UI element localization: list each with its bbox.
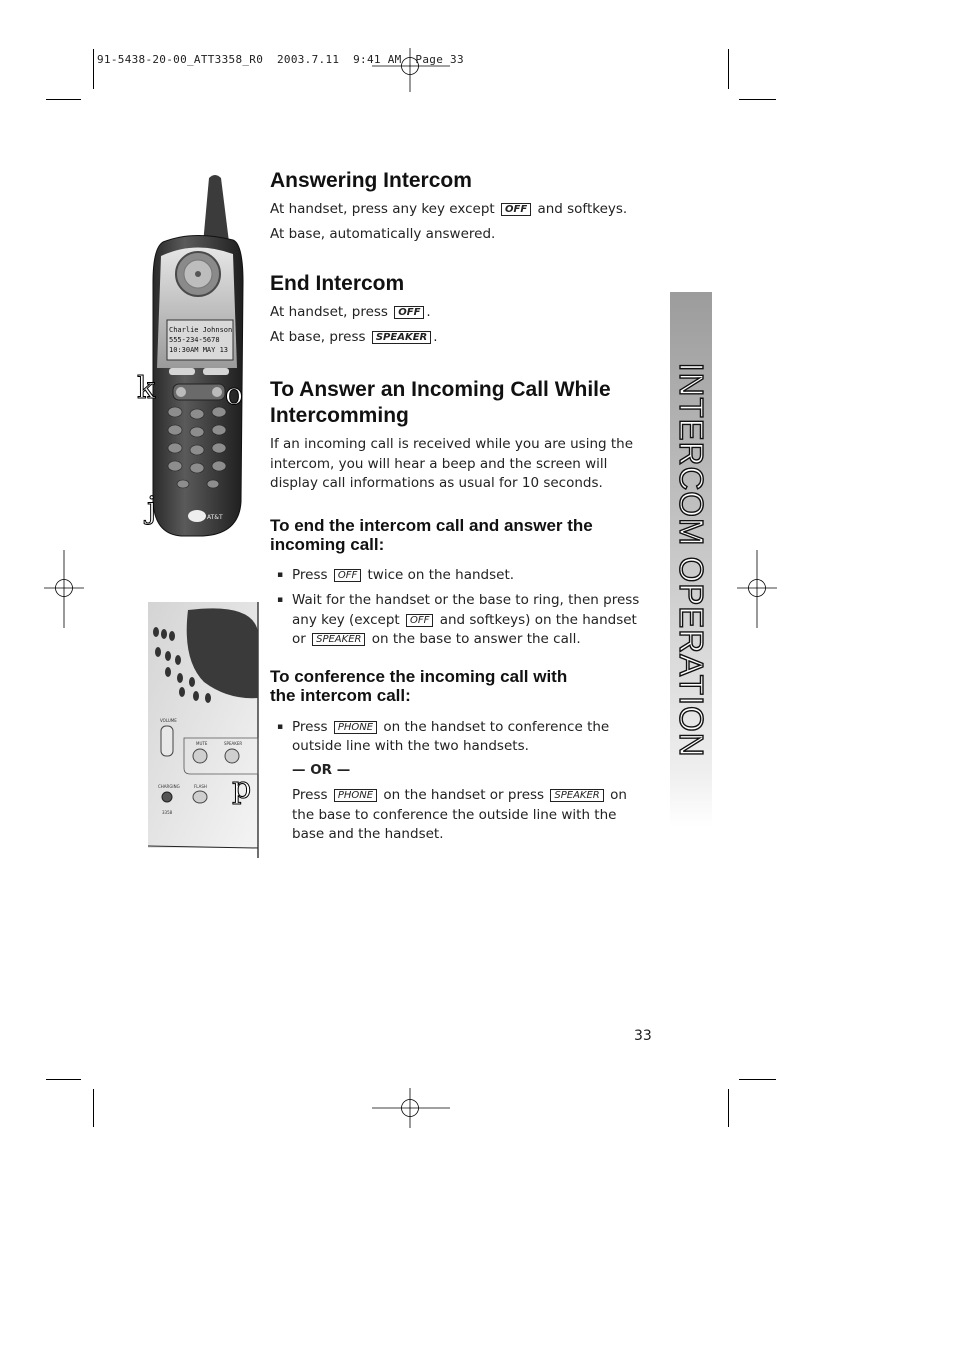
crop-mark xyxy=(728,49,729,89)
answering-intercom-title: Answering Intercom xyxy=(270,169,472,192)
crop-mark xyxy=(93,49,94,89)
registration-mark-top xyxy=(372,48,450,92)
list-item: ▪ Wait for the handset or the base to ring, then press any key (except OFF and softkeys) on the handset or SPEAKER on the base to answer the call. xyxy=(270,591,650,650)
section-tab xyxy=(670,292,712,827)
speaker-key-icon: SPEAKER xyxy=(372,331,431,344)
off-key-icon: OFF xyxy=(501,203,531,216)
base-volume-label: VOLUME xyxy=(160,718,177,723)
base-illustration xyxy=(148,602,260,858)
crop-mark xyxy=(93,1089,94,1127)
label-j: j xyxy=(147,491,157,526)
incoming-call-title: To Answer an Incoming Call While Intercomming xyxy=(270,378,611,427)
screen-line-1: Charlie Johnson xyxy=(169,326,233,334)
phone-key-icon: PHONE xyxy=(334,789,377,802)
conference-alternative: Press PHONE on the handset or press SPEAKER on the base to conference the outside line with the base and the handset. xyxy=(292,787,627,842)
off-key-icon: OFF xyxy=(394,306,424,319)
end-base-line: At base, press SPEAKER . xyxy=(270,328,438,345)
base-speaker-label: SPEAKER xyxy=(224,741,243,746)
base-flash-label: FLASH xyxy=(194,784,207,789)
incoming-call-body: If an incoming call is received while you are using the intercom, you will hear a beep and the screen will display call informations as usual for 10 seconds. xyxy=(270,436,634,491)
base-mute-label: MUTE xyxy=(196,741,208,746)
list-item: ▪ Press OFF twice on the handset. xyxy=(270,566,650,586)
label-p: p xyxy=(232,771,252,806)
end-answer-list xyxy=(270,566,650,650)
end-answer-title: To end the intercom call and answer the incoming call: xyxy=(270,515,593,554)
end-handset-line: At handset, press OFF . xyxy=(270,304,431,320)
crop-mark xyxy=(728,1089,729,1127)
off-key-icon: OFF xyxy=(406,614,433,627)
section-title: INTERCOM OPERATION xyxy=(673,362,710,758)
base-model-label: 3358 xyxy=(162,810,173,815)
list-item: ▪ Press PHONE on the handset to conference the outside line with the two handsets. xyxy=(270,718,650,757)
conference-title: To conference the incoming call with the intercom call: xyxy=(270,666,568,705)
crop-mark xyxy=(46,99,81,100)
label-k: k xyxy=(137,371,156,406)
registration-mark-left xyxy=(44,550,84,628)
off-key-icon: OFF xyxy=(334,569,361,582)
phone-key-icon: PHONE xyxy=(334,721,377,734)
handset-illustration xyxy=(133,172,253,544)
speaker-key-icon: SPEAKER xyxy=(312,633,365,646)
page-number: 33 xyxy=(634,1028,652,1044)
answering-handset-line: At handset, press any key except OFF and softkeys. xyxy=(270,201,628,217)
speaker-key-icon: SPEAKER xyxy=(550,789,603,802)
registration-mark-right xyxy=(737,550,777,628)
answering-base-line: At base, automatically answered. xyxy=(270,225,496,242)
screen-line-3: 10:30AM MAY 13 xyxy=(169,346,229,354)
crop-mark xyxy=(739,99,776,100)
label-o: o xyxy=(225,377,244,412)
brand-logo: AT&T xyxy=(207,514,223,521)
instructions-content xyxy=(270,168,650,845)
crop-mark xyxy=(739,1079,776,1080)
crop-mark xyxy=(46,1079,81,1080)
print-header: 91-5438-20-00_ATT3358_R0 2003.7.11 9:41 AM Page 33 xyxy=(97,53,464,66)
or-separator: — OR — xyxy=(292,761,351,778)
base-charging-label: CHARGING xyxy=(158,784,180,789)
conference-list xyxy=(270,718,650,757)
end-intercom-title: End Intercom xyxy=(270,272,405,295)
screen-line-2: 555-234-5678 xyxy=(169,336,220,344)
registration-mark-bottom xyxy=(372,1088,450,1128)
